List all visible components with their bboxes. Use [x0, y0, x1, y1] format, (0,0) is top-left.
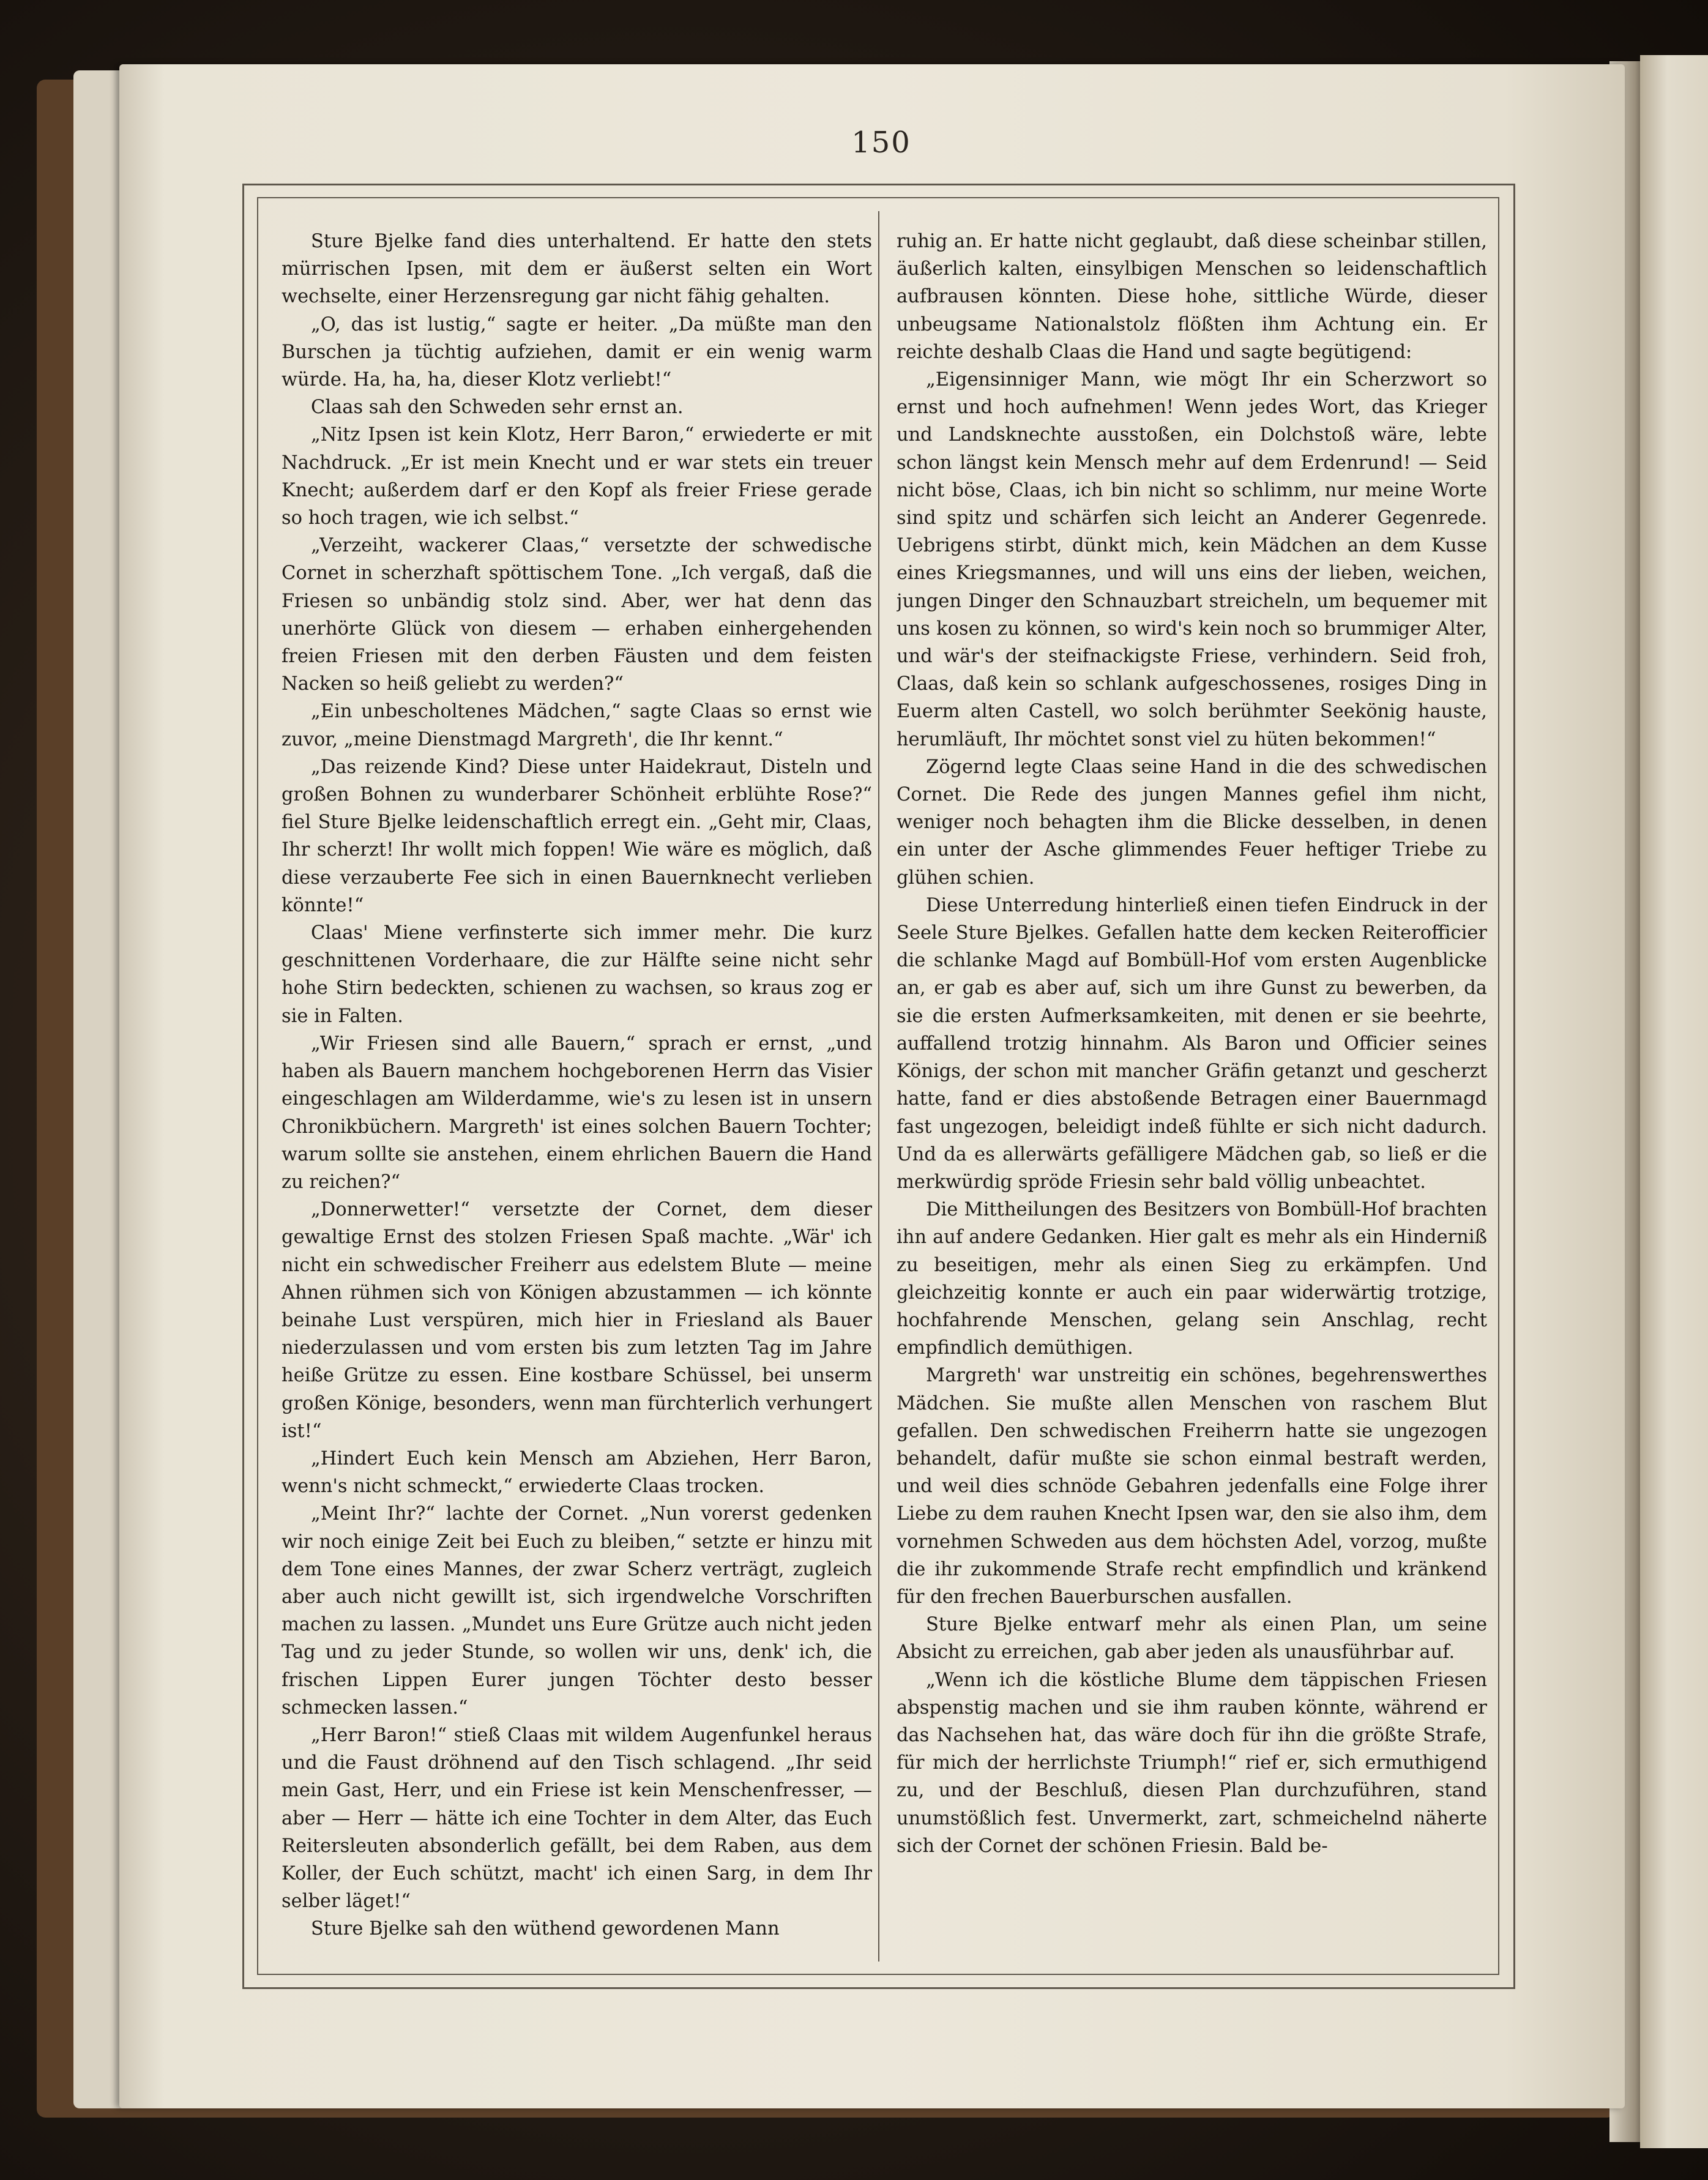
paragraph: Sture Bjelke entwarf mehr als einen Plan, um seine Absicht zu erreichen, gab aber jeden als unausführbar auf. [897, 1614, 1487, 1663]
paragraph: „Nitz Ipsen ist kein Klotz, Herr Baron,“ erwiederte er mit Nachdruck. „Er ist mein Knecht und er war stets ein treuer Knecht; außerdem darf er den Kopf als freier Friese gerade so hoch tragen, wie ich selbst.“ [282, 424, 872, 529]
column-divider [878, 211, 879, 1962]
paragraph: Claas' Miene verfinsterte sich immer mehr. Die kurz geschnittenen Vorderhaare, die zur Hälfte seine nicht sehr hohe Stirn bedeckten, schienen zu wachsen, so kraus zog er sie in Falten. [282, 922, 872, 1027]
paragraph: „Donnerwetter!“ versetzte der Cornet, dem dieser gewaltige Ernst des stolzen Friesen Spaß machte. „Wär' ich nicht ein schwedischer Freiherr aus edelstem Blute — meine Ahnen rühmen sich von Königen abzustammen — ich könnte beinahe Lust verspüren, mich hier in Friesland als Bauer niederzulassen und vom ersten bis zum letzten Tag im Jahre heiße Grütze zu essen. Eine kostbare Schüssel, bei unserm großen Könige, besonders, wenn man fürchterlich verhungert ist!“ [282, 1199, 872, 1442]
paragraph: „O, das ist lustig,“ sagte er heiter. „Da müßte man den Burschen ja tüchtig aufziehen, damit er ein wenig warm würde. Ha, ha, ha, dieser Klotz verliebt!“ [282, 313, 872, 391]
paragraph: „Das reizende Kind? Diese unter Haidekraut, Disteln und großen Bohnen zu wunderbarer Schönheit erblühte Rose?“ fiel Sture Bjelke leidenschaftlich erregt ein. „Geht mir, Claas, Ihr scherzt! Ihr wollt mich foppen! Wie wäre es möglich, daß diese verzauberte Fee sich in einen Bauernknecht verlieben könnte!“ [282, 756, 872, 916]
facing-page-edge [1640, 55, 1708, 2148]
text-column-right [897, 228, 1487, 1941]
paragraph: „Eigensinniger Mann, wie mögt Ihr ein Scherzwort so ernst und hoch aufnehmen! Wenn jedes Wort, das Krieger und Landsknechte ausstoßen, ein Dolchstoß wäre, lebte schon längst kein Mensch mehr auf dem Erdenrund! — Seid nicht böse, Claas, ich bin nicht so schlimm, nur meine Worte sind spitz und schärfen sich leicht an Anderer Gegenrede. Uebrigens stirbt, dünkt mich, kein Mädchen an dem Kusse eines Kriegsmannes, und will uns eins der lieben, weichen, jungen Dinger den Schnauzbart streicheln, um bequemer mit uns kosen zu können, so wird's kein noch so brummiger Alter, und wär's der steifnackigste Friese, verhindern. Seid froh, Claas, daß kein so schlank aufgeschossenes, rosiges Ding in Euerm alten Castell, wo solch berühmter Seekönig hauste, herumläuft, Ihr möchtet sonst viel zu hüten bekommen!“ [897, 369, 1487, 750]
text-column-left [282, 228, 872, 1941]
paragraph: Sture Bjelke sah den wüthend gewordenen Mann [311, 1918, 780, 1940]
page-number: 150 [851, 125, 911, 160]
paragraph: „Meint Ihr?“ lachte der Cornet. „Nun vorerst gedenken wir noch einige Zeit bei Euch zu bleiben,“ setzte er hinzu mit dem Tone eines Mannes, der zwar Scherz verträgt, zugleich aber auch nicht gewillt ist, sich irgendwelche Vorschriften machen zu lassen. „Mundet uns Eure Grütze auch nicht jeden Tag und zu jeder Stunde, so wollen wir uns, denk' ich, die frischen Lippen Eurer jungen Töchter desto besser schmecken lassen.“ [282, 1503, 872, 1719]
paragraph: Sture Bjelke fand dies unterhaltend. Er hatte den stets mürrischen Ipsen, mit dem er äußerst selten ein Wort wechselte, einer Herzensregung gar nicht fähig gehalten. [282, 231, 872, 308]
paragraph: „Ein unbescholtenes Mädchen,“ sagte Claas so ernst wie zuvor, „meine Dienstmagd Margreth', die Ihr kennt.“ [282, 701, 872, 750]
paragraph: Claas sah den Schweden sehr ernst an. [311, 397, 684, 419]
paragraph: „Verzeiht, wackerer Claas,“ versetzte der schwedische Cornet in scherzhaft spöttischem Tone. „Ich vergaß, daß die Friesen so unbändig stolz sind. Aber, wer hat denn das unerhörte Glück von diesem — erhaben einhergehenden freien Friesen mit den derben Fäusten und dem feisten Nacken so heiß geliebt zu werden?“ [282, 535, 872, 695]
paragraph: „Herr Baron!“ stieß Claas mit wildem Augenfunkel heraus und die Faust dröhnend auf den Tisch schlagend. „Ihr seid mein Gast, Herr, und ein Friese ist kein Menschenfresser, — aber — Herr — hätte ich eine Tochter in dem Alter, das Euch Reitersleuten absonderlich gefällt, bei dem Raben, aus dem Koller, der Euch schützt, macht' ich einen Sarg, in dem Ihr selber läget!“ [282, 1724, 872, 1913]
paragraph: Margreth' war unstreitig ein schönes, begehrenswerthes Mädchen. Sie mußte allen Menschen von raschem Blut gefallen. Den schwedischen Freiherrn hatte sie ungezogen behandelt, dafür mußte sie schon einmal bestraft werden, und weil dies schnöde Gebahren jedenfalls eine Folge ihrer Liebe zu dem rauhen Knecht Ipsen war, den sie also ihm, dem vornehmen Schweden aus dem höchsten Adel, vorzog, mußte die ihr zukommende Strafe recht empfindlich und kränkend für den frechen Bauerburschen ausfallen. [897, 1365, 1487, 1608]
paragraph: Diese Unterredung hinterließ einen tiefen Eindruck in der Seele Sture Bjelkes. Gefallen hatte dem kecken Reiterofficier die schlanke Magd auf Bombüll-Hof vom ersten Augenblicke an, er gab es aber auf, sich um ihre Gunst zu bewerben, da sie die ersten Aufmerksamkeiten, mit denen er sie beehrte, auffallend trotzig hinnahm. Als Baron und Officier seines Königs, der schon mit mancher Gräfin getanzt und gescherzt hatte, fand er dies abstoßende Betragen einer Bauernmagd fast ungezogen, beleidigt indeß fühlte er sich nicht dadurch. Und da es allerwärts gefälligere Mädchen gab, so ließ er die merkwürdig spröde Friesin sehr bald völlig unbeachtet. [897, 894, 1487, 1193]
paragraph: ruhig an. Er hatte nicht geglaubt, daß diese scheinbar stillen, äußerlich kalten, einsylbigen Menschen so leidenschaftlich aufbrausen könnten. Diese hohe, sittliche Würde, dieser unbeugsame Nationalstolz flößten ihm Achtung ein. Er reichte deshalb Claas die Hand und sagte begütigend: [897, 231, 1487, 363]
paragraph: „Wenn ich die köstliche Blume dem täppischen Friesen abspenstig machen und sie ihm rauben könnte, während er das Nachsehen hat, das wäre doch für ihn die größte Strafe, für mich der herrlichste Triumph!“ rief er, sich ermuthigend zu, und der Beschluß, diesen Plan durchzuführen, stand unumstößlich fest. Unvermerkt, zart, schmeichelnd näherte sich der Cornet der schönen Friesin. Bald be- [897, 1669, 1487, 1857]
paragraph: Zögernd legte Claas seine Hand in die des schwedischen Cornet. Die Rede des jungen Mannes gefiel ihm nicht, weniger noch behagten ihm die Blicke desselben, in denen ein unter der Asche glimmendes Feuer heftiger Triebe zu glühen schien. [897, 756, 1487, 889]
paragraph: „Wir Friesen sind alle Bauern,“ sprach er ernst, „und haben als Bauern manchem hochgeborenen Herrn das Visier eingeschlagen am Wilderdamme, wie's zu lesen ist in unsern Chronikbüchern. Margreth' ist eines solchen Bauern Tochter; warum sollte sie anstehen, einem ehrlichen Bauern die Hand zu reichen?“ [282, 1032, 872, 1193]
paragraph: Die Mittheilungen des Besitzers von Bombüll-Hof brachten ihn auf andere Gedanken. Hier galt es mehr als ein Hinderniß zu beseitigen, mehr als einen Sieg zu erkämpfen. Und gleichzeitig konnte er auch ein paar widerwärtig trotzige, hochfahrende Menschen, gelang sein Anschlag, recht empfindlich demüthigen. [897, 1199, 1487, 1359]
paragraph: „Hindert Euch kein Mensch am Abziehen, Herr Baron, wenn's nicht schmeckt,“ erwiederte Claas trocken. [282, 1447, 872, 1498]
